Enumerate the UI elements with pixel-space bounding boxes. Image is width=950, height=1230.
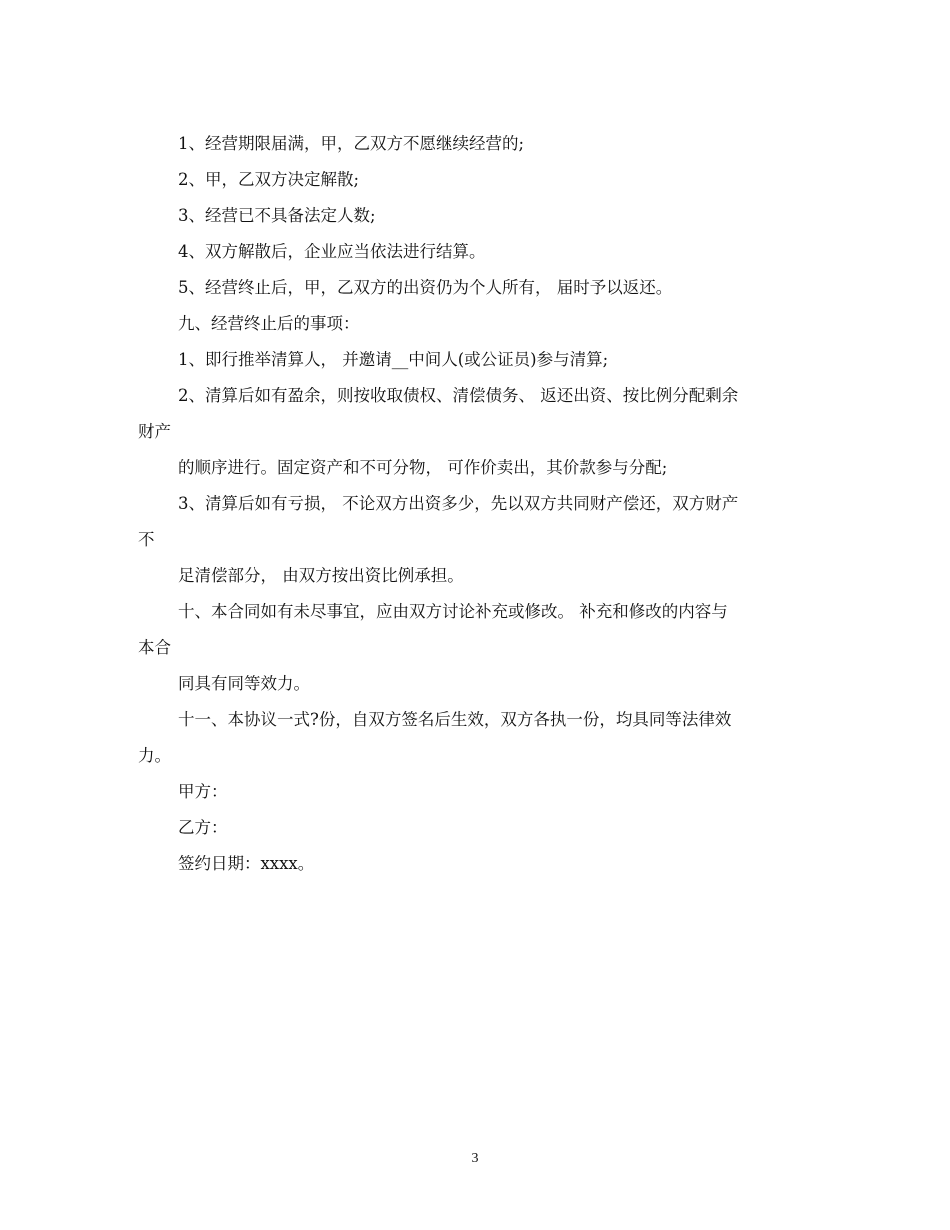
clause-8-item-2: 2、甲，乙双方决定解散;	[178, 170, 360, 189]
page-number: 3	[471, 1151, 479, 1166]
clause-8-item-4: 4、双方解散后，企业应当依法进行结算。	[178, 242, 486, 261]
clause-10-wrap: 本合	[138, 638, 171, 657]
party-b-signature-label: 乙方：	[178, 818, 228, 837]
clause-9-item-3: 3、清算后如有亏损， 不论双方出资多少，先以双方共同财产偿还，双方财产	[178, 494, 739, 513]
clause-9-item-3-cont: 足清偿部分， 由双方按出资比例承担。	[178, 566, 464, 585]
clause-8-item-1: 1、经营期限届满，甲，乙双方不愿继续经营的;	[178, 134, 525, 153]
clause-11: 十一、本协议一式?份，自双方签名后生效，双方各执一份，均具同等法律效	[178, 710, 732, 729]
signing-date: 签约日期：xxxx。	[178, 854, 315, 873]
clause-10: 十、本合同如有未尽事宜，应由双方讨论补充或修改。 补充和修改的内容与	[178, 602, 728, 621]
clause-8-item-5: 5、经营终止后，甲，乙双方的出资仍为个人所有， 届时予以返还。	[178, 278, 673, 297]
clause-9-item-3-wrap: 不	[138, 530, 155, 549]
clause-10-cont: 同具有同等效力。	[178, 674, 310, 693]
clause-9-item-2-cont: 的顺序进行。固定资产和不可分物， 可作价卖出，其价款参与分配;	[178, 458, 668, 477]
clause-8-item-3: 3、经营已不具备法定人数;	[178, 206, 376, 225]
clause-9-item-2: 2、清算后如有盈余，则按收取债权、清偿债务、 返还出资、按比例分配剩余	[178, 386, 739, 405]
party-a-signature-label: 甲方：	[178, 782, 228, 801]
clause-9-item-2-wrap: 财产	[138, 422, 171, 441]
clause-9-item-1: 1、即行推举清算人， 并邀请__中间人(或公证员)参与清算;	[178, 350, 609, 369]
clause-11-wrap: 力。	[138, 746, 171, 765]
clause-9-heading: 九、经营终止后的事项：	[178, 314, 360, 333]
